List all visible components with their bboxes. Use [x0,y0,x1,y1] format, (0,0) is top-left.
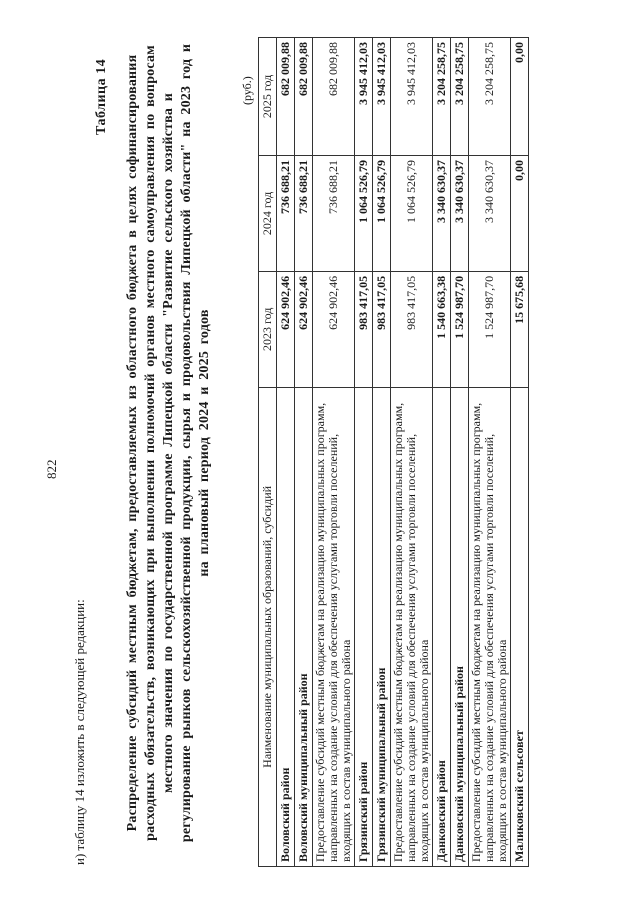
value-2025: 682 009,88 [277,38,295,156]
value-2025: 3 204 258,75 [469,38,511,156]
header-name: Наименование муниципальных образований, субсидий [259,387,277,866]
table-row [391,38,433,867]
table-row [355,38,373,867]
value-2024: 736 688,21 [295,155,313,271]
table-row [469,38,511,867]
value-2023: 983 417,05 [355,271,373,387]
row-name: Воловский муниципальный район [295,387,313,866]
intro-text: и) таблицу 14 изложить в следующей редакции: [72,599,87,865]
header-2025: 2025 год [259,38,277,156]
table-row [277,38,295,867]
value-2024: 736 688,21 [313,155,355,271]
value-2025: 3 945 412,03 [391,38,433,156]
header-2024: 2024 год [259,155,277,271]
value-2025: 3 204 258,75 [451,38,469,156]
value-2025: 3 945 412,03 [355,38,373,156]
value-2023: 1 524 987,70 [451,271,469,387]
row-name: Маликовский сельсовет [511,387,529,866]
table-title: Распределение субсидий местным бюджетам, предоставляемых из областного бюджета в целях софинансирования расходных обязательств, возникающих при выполнении полномочий органов местного самоуправления по вопросам местного значения по государственной программе Липецкой области "Развитие сельского хозяйства и регулирование рынков сельскохозяйственной продукции, сырья и продовольствия Липецкой области" на 2023 год и на плановый период 2024 и 2025 годов [125,43,212,843]
subsidy-table [258,37,529,867]
value-2025: 0,00 [511,38,529,156]
row-name: Данковский муниципальный район [451,387,469,866]
header-row [259,38,277,867]
value-2024: 1 064 526,79 [355,155,373,271]
table-row [373,38,391,867]
table-row [313,38,355,867]
value-2025: 3 204 258,75 [433,38,451,156]
value-2023: 624 902,46 [313,271,355,387]
table-row [511,38,529,867]
value-2023: 624 902,46 [295,271,313,387]
row-name: Грязинский район [355,387,373,866]
value-2025: 682 009,88 [295,38,313,156]
value-2025: 682 009,88 [313,38,355,156]
table-row [433,38,451,867]
row-name: Данковский район [433,387,451,866]
value-2024: 1 064 526,79 [373,155,391,271]
value-2023: 1 524 987,70 [469,271,511,387]
table-body [277,38,529,867]
value-2024: 736 688,21 [277,155,295,271]
value-2024: 3 340 630,37 [469,155,511,271]
table-row [295,38,313,867]
row-name: Грязинский муниципальный район [373,387,391,866]
table-row [451,38,469,867]
value-2023: 624 902,46 [277,271,295,387]
value-2024: 0,00 [511,155,529,271]
row-name: Предоставление субсидий местным бюджетам на реализацию муниципальных программ, направленных на создание условий для обеспечения услугами торговли поселений, входящих в состав муниципального района [313,387,355,866]
value-2024: 1 064 526,79 [391,155,433,271]
value-2023: 983 417,05 [391,271,433,387]
units-label: (руб.) [240,76,254,105]
page-number: 822 [44,459,59,479]
value-2023: 15 675,68 [511,271,529,387]
value-2023: 1 540 663,38 [433,271,451,387]
value-2024: 3 340 630,37 [451,155,469,271]
value-2024: 3 340 630,37 [433,155,451,271]
row-name: Предоставление субсидий местным бюджетам на реализацию муниципальных программ, направленных на создание условий для обеспечения услугами торговли поселений, входящих в состав муниципального района [469,387,511,866]
row-name: Предоставление субсидий местным бюджетам на реализацию муниципальных программ, направленных на создание условий для обеспечения услугами торговли поселений, входящих в состав муниципального района [391,387,433,866]
table-label: Таблица 14 [94,58,109,135]
value-2025: 3 945 412,03 [373,38,391,156]
value-2023: 983 417,05 [373,271,391,387]
row-name: Воловский район [277,387,295,866]
header-2023: 2023 год [259,271,277,387]
